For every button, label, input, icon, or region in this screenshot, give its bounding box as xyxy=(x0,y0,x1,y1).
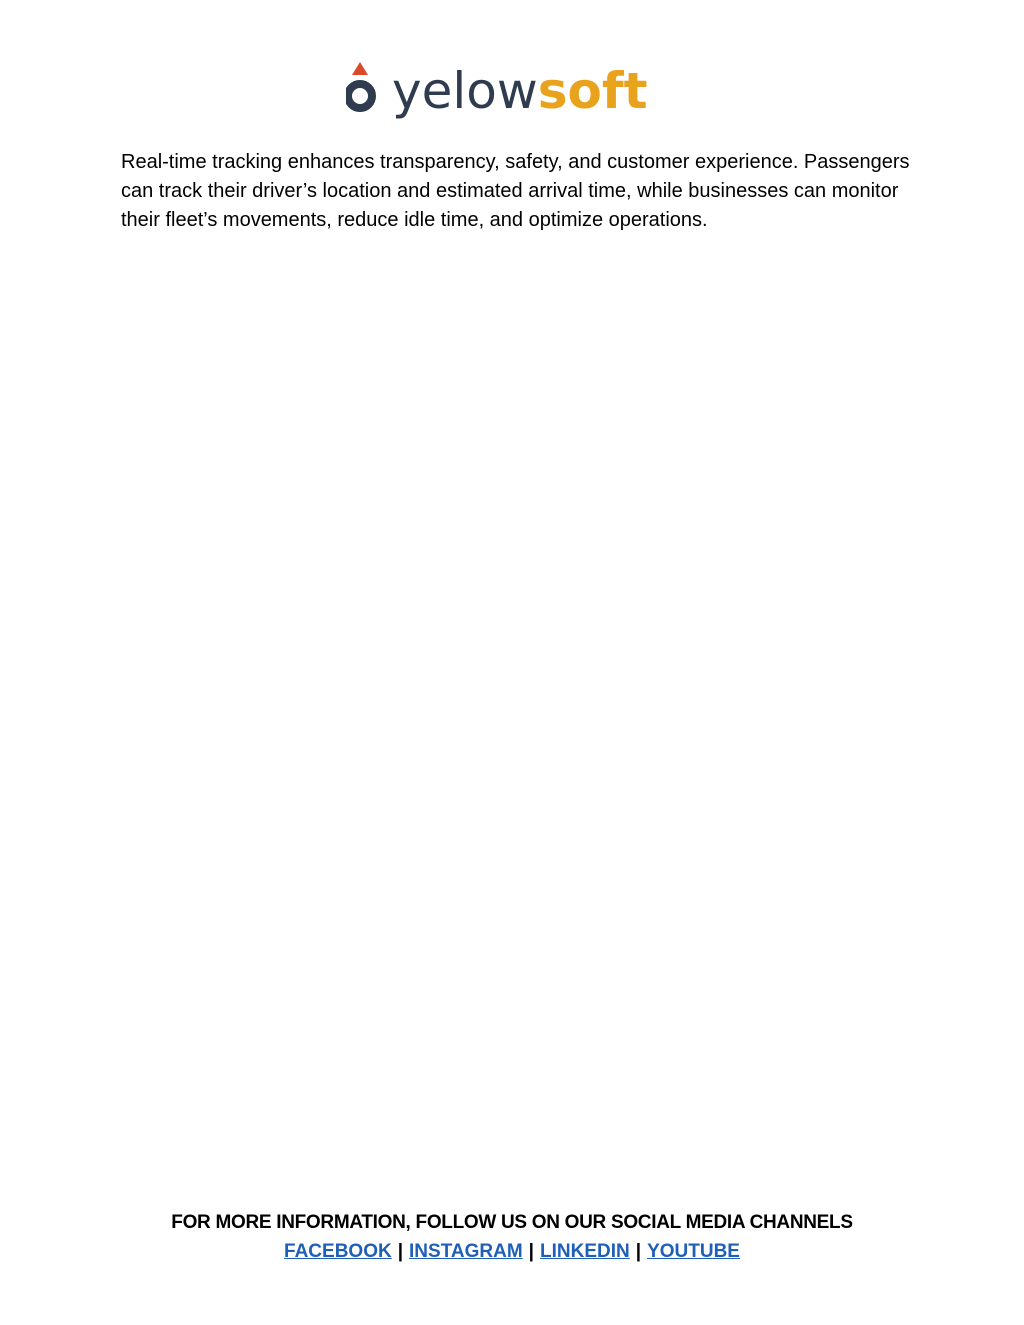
logo-caret-icon xyxy=(352,62,368,75)
body-paragraph: Real-time tracking enhances transparency, safety, and customer experience. Passengers can track their driver’s location and estimated arrival time, while businesses can monitor their fleet’s movements, reduce idle time, and optimize operations. xyxy=(121,151,910,231)
separator: | xyxy=(635,1241,642,1262)
logo-ring-icon xyxy=(348,84,372,108)
logo-text-soft: soft xyxy=(537,62,648,120)
separator: | xyxy=(528,1241,534,1262)
footer xyxy=(0,1208,1024,1266)
yelowsoft-logo xyxy=(346,58,682,128)
footer-heading: FOR MORE INFORMATION, FOLLOW US ON OUR SOCIAL MEDIA CHANNELS xyxy=(171,1212,853,1233)
facebook-link[interactable]: FACEBOOK xyxy=(284,1241,392,1262)
instagram-link[interactable]: INSTAGRAM xyxy=(409,1241,523,1262)
svg-text:yelowsoft xyxy=(392,62,648,120)
social-links-row xyxy=(0,1237,1024,1266)
youtube-link[interactable]: YOUTUBE xyxy=(647,1241,740,1262)
separator: | xyxy=(397,1241,404,1262)
logo-text-yelow: yelow xyxy=(392,62,538,120)
linkedin-link[interactable]: LINKEDIN xyxy=(540,1241,630,1262)
